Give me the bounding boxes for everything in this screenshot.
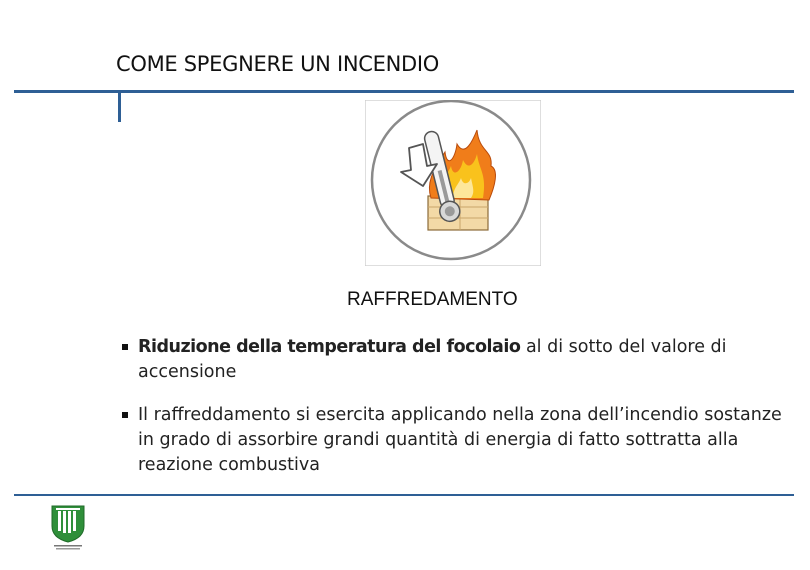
footer-rule [14,494,794,496]
bullet-item [122,335,782,385]
square-bullet-icon [122,344,128,350]
bullet-emphasis: Riduzione della temperatura del focolaio [138,337,521,357]
page-title: COME SPEGNERE UN INCENDIO [116,52,439,76]
university-logo [48,502,88,552]
cooling-thermometer-fire-icon [365,100,541,266]
title-underline [14,90,794,93]
bullet-text: al di sotto del valore di accensione [138,337,727,382]
bullet-item [122,403,782,478]
bullet-list [122,335,782,496]
bullet-text: Il raffreddamento si esercita applicando nella zona dell’incendio sostanze in grado di assorbire grandi quantità di energia di fatto sottratta alla reazione combustiva [138,405,782,475]
title-underline-tick [118,93,121,122]
section-heading: RAFFREDAMENTO [347,289,518,310]
square-bullet-icon [122,412,128,418]
